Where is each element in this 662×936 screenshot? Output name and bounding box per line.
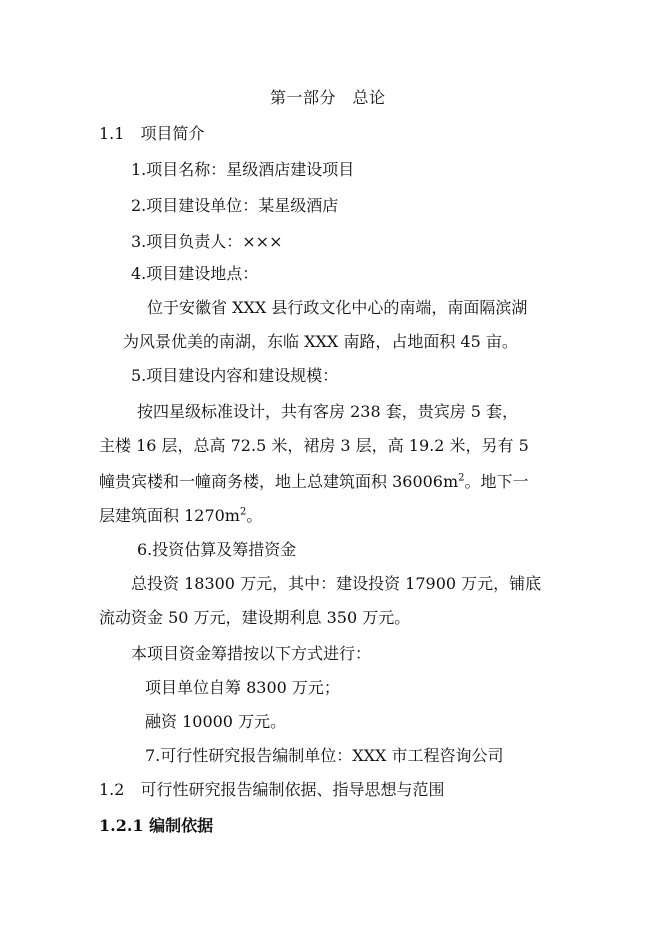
scale-text-line-2: 主楼 16 层，总高 72.5 米，裙房 3 层，高 19.2 米，另有 5 bbox=[99, 436, 529, 455]
superscript-squared: 2 bbox=[239, 506, 247, 518]
section-heading-1-2-1: 1.2.1 编制依据 bbox=[99, 816, 214, 835]
scale-text-line-3-main: 幢贵宾楼和一幢商务楼，地上总建筑面积 36006m bbox=[99, 472, 459, 491]
scale-text-line-1: 按四星级标准设计，共有客房 238 套，贵宾房 5 套， bbox=[137, 402, 519, 421]
scale-text-line-3 bbox=[99, 472, 529, 492]
section-heading-1-1: 1.1 项目简介 bbox=[99, 124, 205, 143]
funding-self-raised: 项目单位自筹 8300 万元； bbox=[145, 678, 340, 697]
item-construction-unit: 2.项目建设单位：某星级酒店 bbox=[131, 196, 339, 215]
item-project-name: 1.项目名称：星级酒店建设项目 bbox=[131, 160, 355, 179]
scale-text-line-4-main: 层建筑面积 1270m bbox=[99, 506, 240, 525]
location-text-line-2: 为风景优美的南湖，东临 XXX 南路，占地面积 45 亩。 bbox=[123, 332, 518, 351]
item-project-leader: 3.项目负责人：××× bbox=[131, 232, 283, 251]
section-heading-1-2: 1.2 可行性研究报告编制依据、指导思想与范围 bbox=[99, 780, 445, 799]
item-report-preparer: 7.可行性研究报告编制单位：XXX 市工程咨询公司 bbox=[145, 746, 504, 765]
superscript-squared: 2 bbox=[458, 472, 465, 484]
investment-text-line-2: 流动资金 50 万元，建设期利息 350 万元。 bbox=[99, 608, 411, 627]
scale-text-line-3-tail: 。地下一 bbox=[464, 472, 529, 491]
item-construction-site: 4.项目建设地点： bbox=[131, 264, 259, 283]
scale-text-line-4 bbox=[99, 506, 262, 526]
funding-financing: 融资 10000 万元。 bbox=[145, 712, 287, 731]
investment-text-line-1: 总投资 18300 万元，其中：建设投资 17900 万元，铺底 bbox=[131, 574, 542, 593]
location-text-line-1: 位于安徽省 XXX 县行政文化中心的南端，南面隔滨湖 bbox=[147, 298, 528, 317]
item-construction-scale: 5.项目建设内容和建设规模： bbox=[131, 366, 339, 385]
item-investment-estimate: 6.投资估算及筹措资金 bbox=[137, 540, 297, 559]
document-title: 第一部分 总论 bbox=[270, 88, 386, 107]
scale-text-line-4-tail: 。 bbox=[246, 506, 263, 525]
funding-intro: 本项目资金筹措按以下方式进行： bbox=[131, 644, 372, 663]
